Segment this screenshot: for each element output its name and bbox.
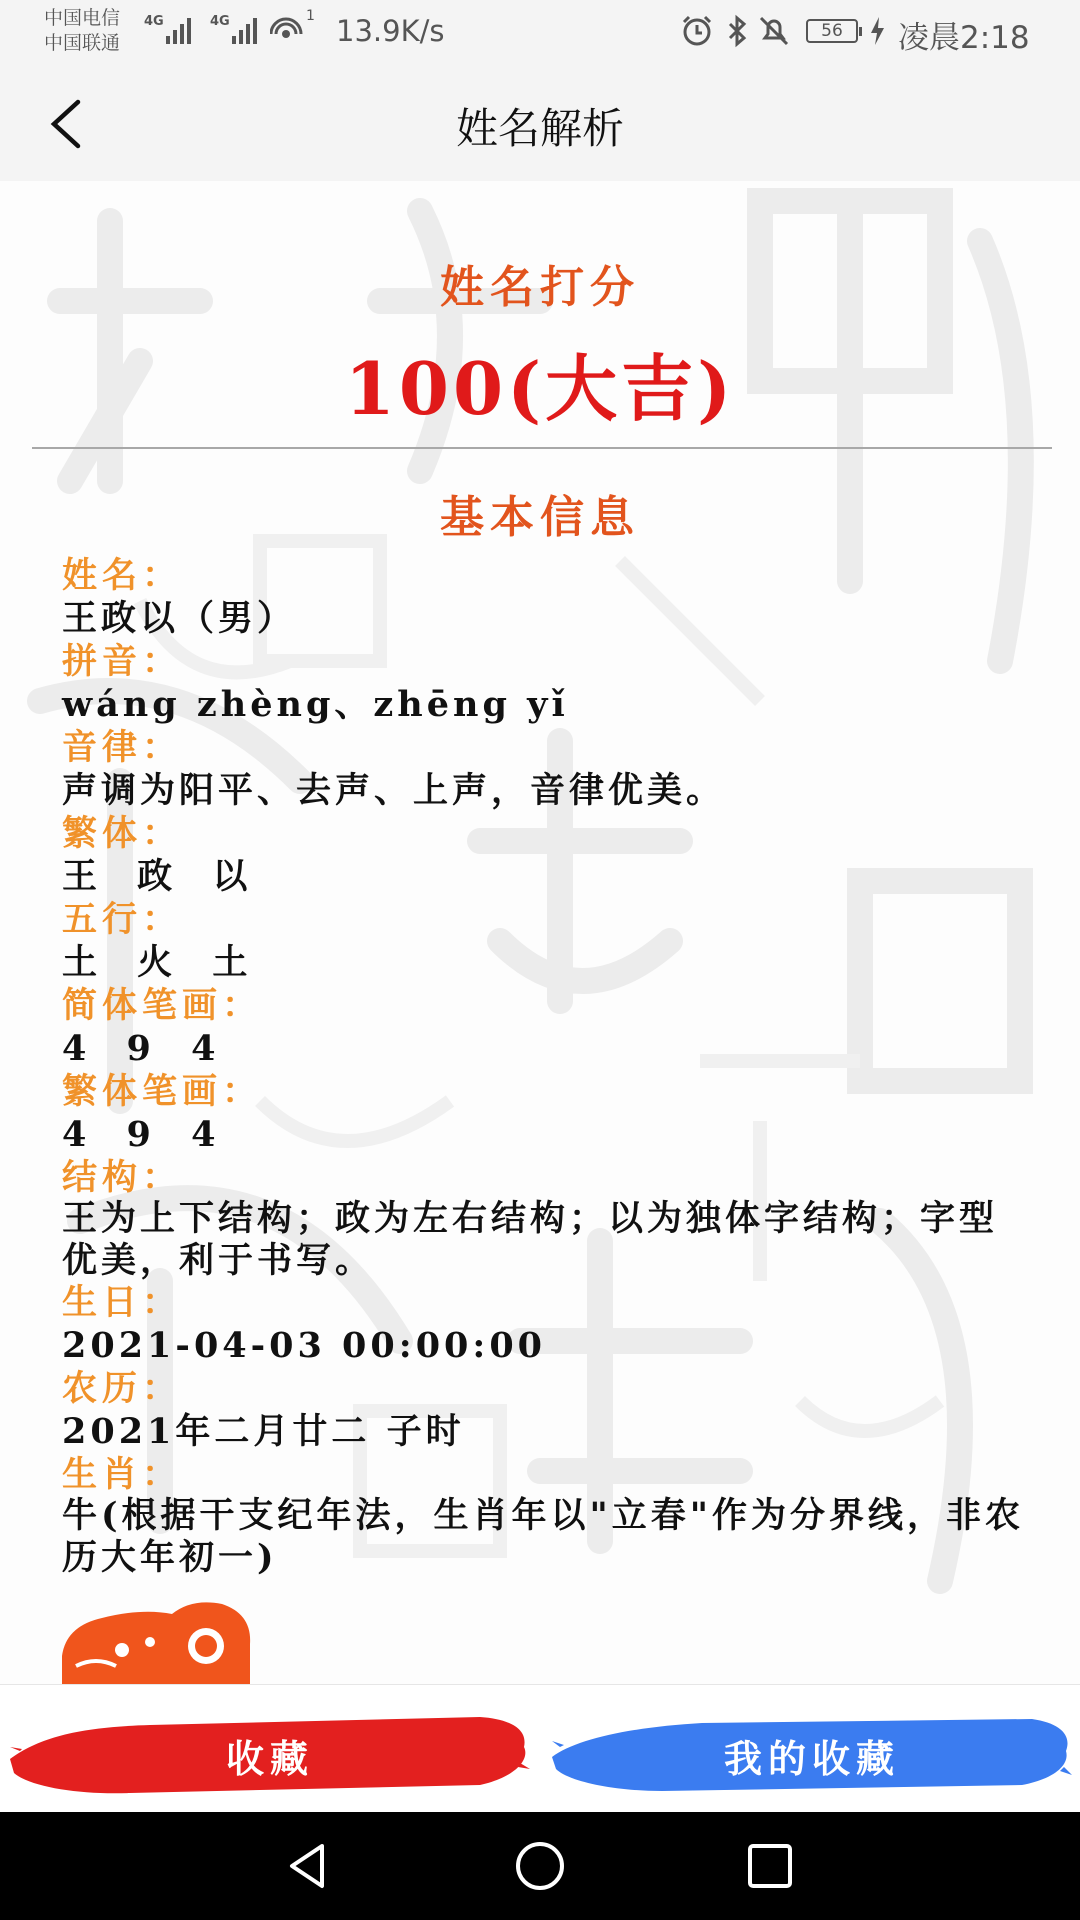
status-bar bbox=[0, 0, 1080, 66]
name-label: 姓名： bbox=[62, 555, 183, 596]
traditional-strokes-value: 4 9 4 bbox=[62, 1114, 230, 1155]
zodiac-value: 牛(根据干支纪年法，生肖年以"立春"作为分界线，非农历大年初一) bbox=[62, 1495, 1025, 1578]
tone-label: 音律： bbox=[62, 727, 183, 768]
score-value: 100(大吉) bbox=[344, 346, 736, 431]
my-favorites-button-label: 我的收藏 bbox=[723, 1735, 900, 1781]
network-speed: 13.9K/s bbox=[336, 14, 445, 48]
structure-value: 王为上下结构；政为左右结构；以为独体字结构；字型优美，利于书写。 bbox=[62, 1198, 999, 1281]
simplified-strokes-label: 简体笔画： bbox=[62, 985, 263, 1026]
mute-bell-icon bbox=[757, 14, 791, 48]
carrier-2: 中国联通 bbox=[44, 32, 121, 54]
simplified-strokes-value: 4 9 4 bbox=[62, 1028, 230, 1069]
structure-label: 结构： bbox=[62, 1157, 183, 1198]
wuxing-value: 土 火 土 bbox=[62, 942, 262, 983]
bluetooth-icon bbox=[720, 14, 754, 48]
traditional-strokes-label: 繁体笔画： bbox=[62, 1071, 263, 1112]
score-label: 姓名打分 bbox=[440, 262, 640, 313]
favorite-button[interactable] bbox=[10, 1707, 530, 1803]
birthday-label: 生日： bbox=[62, 1282, 183, 1323]
charging-icon bbox=[868, 16, 886, 46]
favorite-button-label: 收藏 bbox=[225, 1735, 314, 1781]
signal-bars-icon bbox=[166, 14, 191, 44]
lunar-value: 2021年二月廿二 子时 bbox=[62, 1411, 465, 1452]
top-nav-bar bbox=[0, 66, 1080, 181]
recent-apps-square-icon[interactable] bbox=[740, 1836, 800, 1896]
status-time: 凌晨2:18 bbox=[898, 20, 1030, 56]
birthday-value: 2021-04-03 00:00:00 bbox=[62, 1325, 547, 1366]
ox-paper-cut-icon bbox=[56, 1596, 256, 1684]
carrier-1: 中国电信 bbox=[44, 7, 121, 29]
lunar-label: 农历： bbox=[62, 1368, 183, 1409]
basic-info-list bbox=[62, 556, 1032, 1580]
name-analysis-content[interactable] bbox=[0, 181, 1080, 1684]
name-value: 王政以（男） bbox=[62, 598, 297, 639]
pinyin-value: wáng zhèng、zhēng yǐ bbox=[62, 684, 569, 725]
tone-value: 声调为阳平、去声、上声，音律优美。 bbox=[62, 770, 726, 811]
page-title: 姓名解析 bbox=[455, 104, 624, 153]
network-type-2: 4G bbox=[210, 14, 230, 29]
carrier-labels bbox=[44, 6, 120, 56]
hotspot-icon bbox=[270, 12, 306, 48]
zodiac-label: 生肖： bbox=[62, 1454, 183, 1495]
system-navigation-bar bbox=[0, 1812, 1080, 1920]
traditional-label: 繁体： bbox=[62, 813, 183, 854]
back-triangle-icon[interactable] bbox=[278, 1836, 338, 1896]
section-title: 基本信息 bbox=[440, 492, 640, 543]
bottom-action-bar bbox=[0, 1684, 1080, 1813]
home-circle-icon[interactable] bbox=[510, 1836, 570, 1896]
divider bbox=[32, 447, 1052, 449]
my-favorites-button[interactable] bbox=[552, 1707, 1072, 1803]
alarm-icon bbox=[680, 14, 714, 48]
hotspot-count: 1 bbox=[306, 8, 315, 24]
network-type-1: 4G bbox=[144, 14, 164, 29]
wuxing-label: 五行： bbox=[62, 899, 183, 940]
traditional-value: 王 政 以 bbox=[62, 856, 262, 897]
battery-icon: 56 bbox=[806, 19, 858, 43]
signal-bars-icon bbox=[232, 14, 257, 44]
pinyin-label: 拼音： bbox=[62, 641, 183, 682]
